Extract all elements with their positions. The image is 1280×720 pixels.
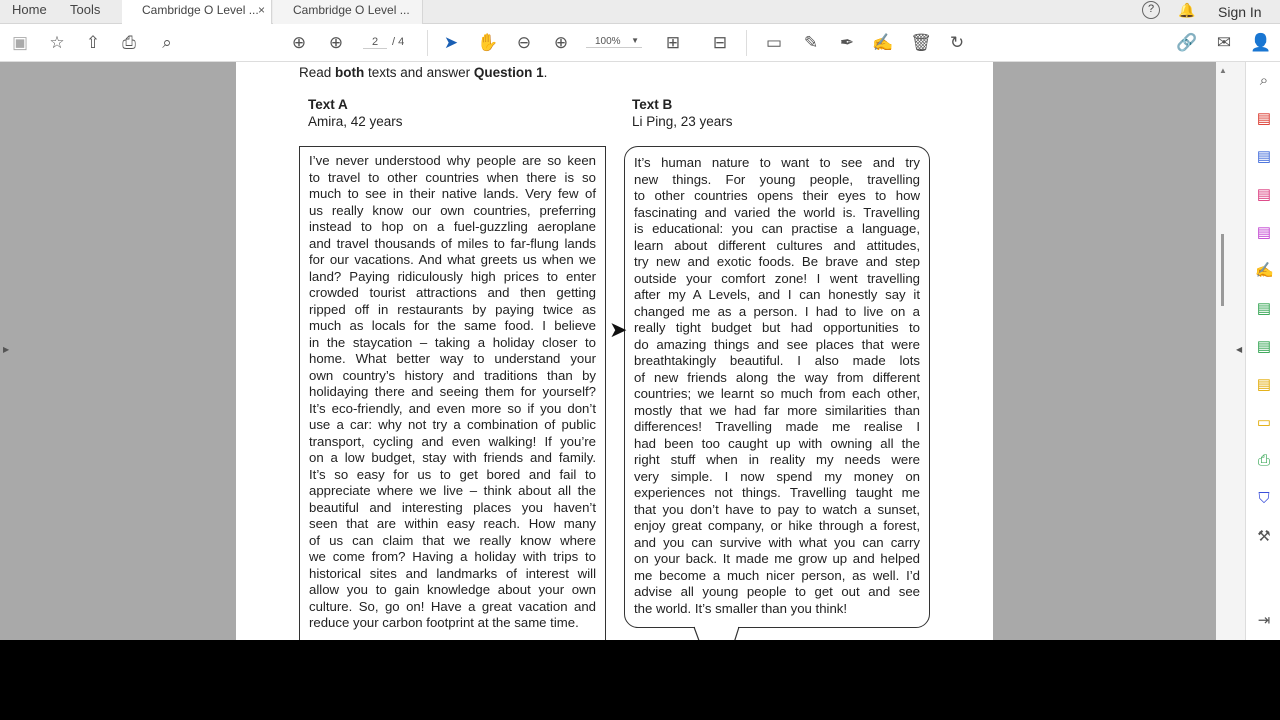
text-line: beautiful and interesting places you haven’t bbox=[309, 499, 596, 515]
left-panel-toggle-icon[interactable]: ▶ bbox=[3, 345, 10, 354]
scroll-up-icon[interactable]: ▲ bbox=[1219, 66, 1227, 75]
text-line: and travel thousands of miles to far-flung lands bbox=[309, 235, 596, 251]
chevron-down-icon: ▼ bbox=[631, 36, 639, 45]
speech-bubble-tail bbox=[691, 626, 741, 640]
more-tools-icon[interactable]: ⚒ bbox=[1257, 528, 1271, 545]
add-user-icon[interactable]: 👤 bbox=[1250, 33, 1272, 52]
select-cursor-icon[interactable]: ➤ bbox=[443, 33, 459, 52]
edit-pdf-icon[interactable]: ▤ bbox=[1256, 224, 1272, 241]
send-for-review-icon[interactable]: ▤ bbox=[1256, 376, 1272, 393]
share-link-icon[interactable]: 🔗 bbox=[1176, 33, 1198, 52]
document-viewer[interactable] bbox=[0, 62, 1245, 640]
text-line: do amazing things and see places that were bbox=[634, 336, 920, 352]
bell-icon[interactable]: 🔔 bbox=[1178, 2, 1196, 18]
text-line: It’s human nature to want to see and try bbox=[634, 155, 920, 170]
comment-icon[interactable]: ▭ bbox=[765, 33, 783, 52]
text-line: fascinating and varied the world is. Travelling bbox=[634, 204, 920, 220]
tab-label: Cambridge O Level ... bbox=[293, 3, 410, 17]
text-line: us really know our own countries, preferring bbox=[309, 202, 596, 218]
email-icon[interactable]: ✉ bbox=[1216, 33, 1232, 52]
text-line: had been too caught up with owning all the bbox=[634, 435, 920, 451]
text-a-author: Amira, 42 years bbox=[308, 114, 403, 129]
close-tab-icon[interactable]: × bbox=[258, 3, 266, 17]
organize-pages-icon[interactable]: ▤ bbox=[1256, 186, 1272, 203]
text-line: instead to hop on a fuel-guzzling aeroplane bbox=[309, 219, 596, 234]
text-a-box bbox=[299, 146, 606, 640]
text-line: of us can claim that we really know where bbox=[309, 532, 596, 548]
zoom-in-icon[interactable]: ⊕ bbox=[553, 33, 569, 52]
bookmark-star-icon[interactable]: ☆ bbox=[49, 33, 65, 52]
upload-cloud-icon[interactable]: ⇧ bbox=[85, 33, 101, 52]
text-line: historical sites and landmarks of interest will bbox=[309, 565, 596, 581]
text-line: much to see in their native lands. Very few of bbox=[309, 186, 596, 201]
text-line: reduce your carbon footprint at the same time. bbox=[309, 615, 579, 630]
text-line: ripped off in restaurants by paying twice as bbox=[309, 301, 596, 317]
protect-shield-icon[interactable]: ⛉ bbox=[1258, 490, 1270, 507]
search-icon[interactable]: ⌕ bbox=[162, 33, 172, 52]
divider bbox=[427, 30, 428, 56]
text-b-author: Li Ping, 23 years bbox=[632, 114, 733, 129]
text-line: It’s so easy for us to get bored and fail to bbox=[309, 466, 596, 482]
scrolling-mode-icon[interactable]: ⊟ bbox=[712, 33, 728, 52]
text-line: and you can survive with what you can carry bbox=[634, 534, 920, 550]
text-line: own country’s history and traditions than by bbox=[309, 367, 596, 383]
text-line: changed me as a person. I had to live on a bbox=[634, 303, 920, 319]
text-line: use a car: why not try a combination of public bbox=[309, 417, 596, 432]
text-line: allow you to gain knowledge about your own bbox=[309, 582, 596, 597]
zoom-select[interactable] bbox=[586, 36, 642, 48]
export-pdf-icon[interactable]: ▤ bbox=[1256, 110, 1272, 127]
previous-page-icon[interactable]: ⊕ bbox=[291, 33, 307, 52]
help-icon[interactable]: ? bbox=[1142, 1, 1160, 19]
instruction-text: Read both texts and answer Question 1. bbox=[299, 65, 548, 80]
fill-sign-icon[interactable]: ✍ bbox=[1255, 262, 1274, 279]
tab-label: Cambridge O Level ... bbox=[142, 3, 259, 17]
text-line: advise all young people to get out and see bbox=[634, 584, 920, 599]
text-line: to other countries opens their eyes to how bbox=[634, 188, 920, 203]
text-line: crowded tourist attractions and then getting bbox=[309, 285, 596, 300]
delete-icon[interactable]: 🗑 bbox=[910, 33, 932, 52]
text-line: learn about different cultures and attitudes, bbox=[634, 237, 920, 253]
rotate-icon[interactable]: ↻ bbox=[949, 33, 965, 52]
page-number-input[interactable]: 2 bbox=[363, 36, 387, 49]
toolbar bbox=[0, 24, 1280, 62]
text-line: me become a much nicer person, as well. I’d bbox=[634, 567, 920, 583]
text-line: is educational: you can practise a language, bbox=[634, 221, 920, 236]
divider bbox=[746, 30, 747, 56]
text-line: culture. So, go on! Have a great vacation and bbox=[309, 598, 596, 614]
text-line: that you don’t have to pay to watch a sunset, bbox=[634, 501, 920, 517]
text-line: on a low budget, stay with friends and family. bbox=[309, 450, 596, 465]
print-icon[interactable]: ⎙ bbox=[122, 33, 136, 52]
create-pdf-icon[interactable]: ▤ bbox=[1256, 148, 1272, 165]
mouse-cursor-icon: ➤ bbox=[609, 317, 628, 342]
zoom-value: 100% bbox=[595, 36, 621, 47]
text-line: very simple. I now spend my money on bbox=[634, 468, 920, 484]
collapse-pane-icon[interactable]: ⇥ bbox=[1257, 612, 1271, 629]
export-icon[interactable]: ▤ bbox=[1256, 300, 1272, 317]
comment-tool-icon[interactable]: ▭ bbox=[1256, 414, 1272, 431]
sign-icon[interactable]: ✒ bbox=[839, 33, 855, 52]
right-tools-pane bbox=[1236, 62, 1280, 640]
pdf-page bbox=[236, 62, 993, 640]
text-line: in the staycation – taking a holiday closer to bbox=[309, 334, 596, 350]
text-line: holidaying there and seeing them for yourself? bbox=[309, 384, 596, 399]
text-line: the world. It’s smaller than you think! bbox=[634, 600, 848, 616]
text-line: enjoy great company, or hike through a forest, bbox=[634, 518, 920, 533]
print-production-icon[interactable]: ⎙ bbox=[1257, 452, 1270, 469]
text-line: mostly that we had far more similarities than bbox=[634, 402, 920, 418]
text-line: try new and exotic foods. Be brave and step bbox=[634, 254, 920, 269]
tab-document[interactable] bbox=[273, 0, 423, 24]
tab-bar bbox=[0, 0, 1280, 24]
text-b-speech-bubble bbox=[624, 146, 930, 628]
save-icon[interactable]: ▣ bbox=[11, 33, 29, 52]
text-line: right stuff when in reality my needs were bbox=[634, 452, 920, 467]
text-line: land? Paying ridiculously high prices to enter bbox=[309, 268, 596, 284]
text-b-title: Text B bbox=[632, 97, 673, 112]
text-line: on your back. It made me grow up and helped bbox=[634, 551, 920, 566]
compress-icon[interactable]: ▤ bbox=[1256, 338, 1272, 355]
highlight-icon[interactable]: ✎ bbox=[803, 33, 819, 52]
tab-home[interactable]: Home bbox=[12, 2, 47, 17]
right-pane-toggle-icon[interactable]: ◀ bbox=[1236, 345, 1243, 354]
next-page-icon[interactable]: ⊕ bbox=[328, 33, 344, 52]
text-line: much as locals for the same food. I believe bbox=[309, 318, 596, 333]
sign-in-link[interactable]: Sign In bbox=[1218, 4, 1262, 20]
text-line: to travel to other countries when there is so bbox=[309, 169, 596, 185]
text-line: countries; we learnt so much from each other, bbox=[634, 386, 920, 401]
text-line: differences! Travelling made me realise I bbox=[634, 419, 920, 434]
text-line: of new friends along the way from different bbox=[634, 369, 920, 385]
tab-document-active[interactable] bbox=[122, 0, 272, 24]
text-line: after my A Levels, and I can honestly say it bbox=[634, 287, 920, 302]
text-line: we come from? Having a holiday with trips to bbox=[309, 549, 596, 564]
hand-tool-icon[interactable]: ✋ bbox=[477, 33, 499, 52]
zoom-search-icon[interactable]: ⌕ bbox=[1259, 72, 1269, 89]
tab-tools[interactable]: Tools bbox=[70, 2, 101, 17]
text-line: transport, cycling and even walking! If you’re bbox=[309, 433, 596, 449]
text-line: really tight budget but had opportunities to bbox=[634, 320, 920, 335]
text-a-title: Text A bbox=[308, 97, 348, 112]
text-line: seen that are within easy reach. How many bbox=[309, 516, 596, 531]
text-line: I’ve never understood why people are so keen bbox=[309, 153, 596, 168]
page-fit-icon[interactable]: ⊞ bbox=[665, 33, 681, 52]
zoom-out-icon[interactable]: ⊖ bbox=[516, 33, 532, 52]
text-line: for our vacations. And what greets us when we bbox=[309, 252, 596, 267]
scrollbar-thumb[interactable] bbox=[1221, 234, 1224, 306]
text-line: breathtakingly beautiful. I also made lots bbox=[634, 353, 920, 368]
page-total: / 4 bbox=[392, 36, 405, 48]
fill-sign-icon[interactable]: ✍ bbox=[872, 33, 894, 52]
text-line: outside your comfort zone! I went travelling bbox=[634, 270, 920, 286]
text-line: appreciate where we live – think about all the bbox=[309, 483, 596, 498]
text-line: It’s eco-friendly, and even more so if you don’t bbox=[309, 400, 596, 416]
text-line: home. What better way to understand your bbox=[309, 351, 596, 366]
text-line: experiences not things. Travelling taught me bbox=[634, 485, 920, 500]
text-line: new things. For young people, travelling bbox=[634, 171, 920, 187]
